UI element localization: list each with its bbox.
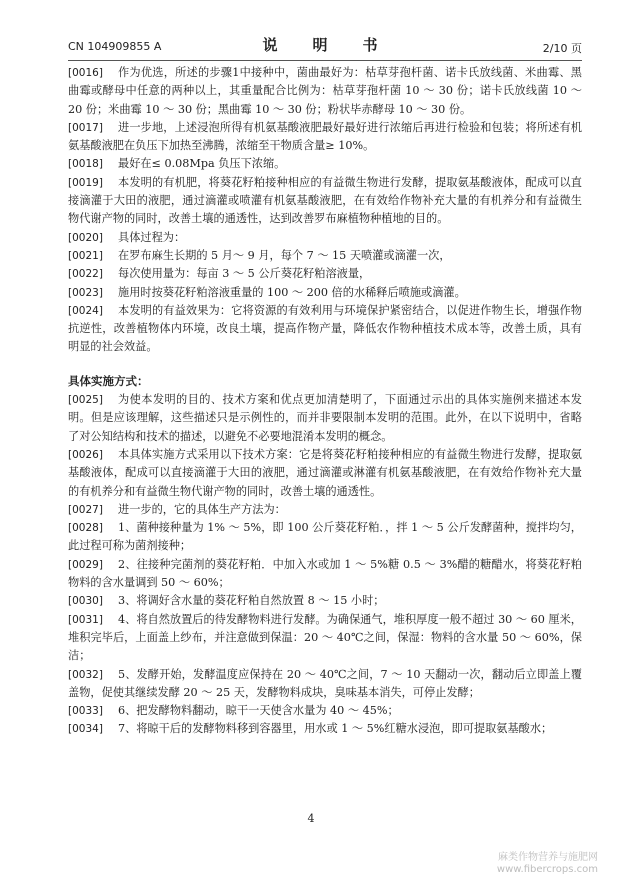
paragraph-number: [0024] <box>68 304 103 317</box>
paragraph-number: [0031] <box>68 613 103 626</box>
paragraph <box>68 391 582 446</box>
paragraph-text: 3、将调好含水量的葵花籽粕自然放置 8 ～ 15 小时； <box>118 594 385 608</box>
paragraph-number: [0020] <box>68 231 103 244</box>
paragraph <box>68 501 582 519</box>
paragraph-text: 本发明的有机肥，将葵花籽粕接种相应的有益微生物进行发酵，提取氨基酸液体，配成可以直接滴灌于大田的液肥，通过滴灌或喷灌有机氨基酸液肥，在有效给作物补充大量的有机养分和有益微生物代谢产物的同时，改善土壤的通透性，达到改善罗布麻植物种植地的目的。 <box>68 175 582 226</box>
paragraph-group-a <box>68 64 582 357</box>
paragraph-number: [0023] <box>68 286 103 299</box>
paragraph-text: 最好在≤ 0.08Mpa 负压下浓缩。 <box>118 157 286 171</box>
paragraph-text: 6、把发酵物料翻动，晾干一天使含水量为 40 ～ 45%； <box>118 704 399 718</box>
paragraph <box>68 592 582 610</box>
paragraph <box>68 229 582 247</box>
paragraph-number: [0027] <box>68 503 103 516</box>
paragraph-text: 5、发酵开始，发酵温度应保持在 20 ～ 40℃之间，7 ～ 10 天翻动一次，翻动后立即盖上覆盖物，促使其继续发酵 20 ～ 25 天，发酵物料成块，臭味基本消失，可停止发酵； <box>68 667 582 699</box>
page-number: 4 <box>307 812 315 825</box>
paragraph-text: 进一步的，它的具体生产方法为： <box>118 502 286 516</box>
paragraph <box>68 720 582 738</box>
paragraph-text: 本发明的有益效果为：它将资源的有效利用与环境保护紧密结合，以促进作物生长，增强作物抗逆性，改善植物体内环境，改良土壤，提高作物产量，降低农作物种植技术成本等，改善土质，具有明显的社会效益。 <box>68 303 582 354</box>
watermark-url: www.fibercrops.com <box>496 864 598 875</box>
paragraph-number: [0016] <box>68 67 103 79</box>
paragraph-text: 具体过程为： <box>118 230 186 244</box>
paragraph-number: [0021] <box>68 249 103 262</box>
paragraph-number: [0033] <box>68 705 103 718</box>
paragraph-text: 施用时按葵花籽粕溶液重量的 100 ～ 200 倍的水稀释后喷施或滴灌。 <box>118 285 466 299</box>
paragraph-text: 为使本发明的目的、技术方案和优点更加清楚明了，下面通过示出的具体实施例来描述本发明。但是应该理解，这些描述只是示例性的，而并非要限制本发明的范围。此外，在以下说明中，省略了对公知结构和技术的描述，以避免不必要地混淆本发明的概念。 <box>68 393 582 443</box>
paragraph-text: 在罗布麻生长期的 5 月～ 9 月，每个 7 ～ 15 天喷灌或滴灌一次， <box>118 248 451 262</box>
paragraph-text: 4、将自然放置后的待发酵物料进行发酵。为确保通气，堆积厚度一般不超过 30 ～ 60 厘米，堆积完毕后，上面盖上纱布，并注意做到保温：20 ～ 40℃之间，保湿：物料的含水量 50 ～ 60%，保洁； <box>68 612 582 663</box>
page-counter: 2/10 页 <box>542 42 582 55</box>
document-body <box>68 64 582 739</box>
header-rule <box>68 60 582 61</box>
section-heading: 具体实施方式： <box>68 373 149 388</box>
page-header <box>68 34 582 58</box>
site-watermark <box>497 852 598 876</box>
paragraph <box>68 702 582 720</box>
paragraph <box>68 247 582 265</box>
paragraph <box>68 174 582 229</box>
paragraph-text: 作为优选，所述的步骤1中接种中，菌曲最好为：枯草芽孢杆菌、诺卡氏放线菌、米曲霉、黑曲霉或酵母中任意的两种以上，其重量配合比例为：枯草芽孢杆菌 10 ～ 30 份；诺卡氏放线菌 10 ～ 20 份；米曲霉 10 ～ 30 份；黑曲霉 10 ～ 30 份；粉状毕赤酵母 10 ～ 30 份。 <box>68 66 582 116</box>
paragraph-text: 1、菌种接种量为 1% ～ 5%，即 100 公斤葵花籽粕．，拌 1 ～ 5 公斤发酵菌种，搅拌均匀，此过程可称为菌剂接种； <box>68 521 582 553</box>
paragraph <box>68 64 582 119</box>
paragraph <box>68 284 582 302</box>
paragraph-number: [0030] <box>68 595 103 608</box>
paragraph <box>68 611 582 666</box>
paragraph <box>68 155 582 173</box>
paragraph <box>68 119 582 156</box>
watermark-title: 麻类作物营养与施肥网 <box>498 852 598 863</box>
publication-number: CN 104909855 A <box>68 40 162 53</box>
paragraph-number: [0018] <box>68 158 103 171</box>
paragraph-text: 本具体实施方式采用以下技术方案：它是将葵花籽粕接种相应的有益微生物进行发酵，提取氨基酸液体，配成可以直接滴灌于大田的液肥，通过滴灌或淋灌有机氨基酸液肥，在有效给作物补充大量的有机养分和有益微生物代谢产物的同时，改善土壤的通透性。 <box>68 447 582 498</box>
paragraph-text: 2、往接种完菌剂的葵花籽粕．中加入水或加 1 ～ 5%糖 0.5 ～ 3%醋的糖醋水，将葵花籽粕物料的含水量调到 50 ～ 60%； <box>68 557 582 590</box>
paragraph-number: [0034] <box>68 723 103 736</box>
paragraph-number: [0025] <box>68 394 103 407</box>
paragraph-number: [0032] <box>68 668 103 681</box>
paragraph <box>68 519 582 556</box>
paragraph-text: 每次使用量为：每亩 3 ～ 5 公斤葵花籽粕溶液量， <box>118 267 371 281</box>
paragraph <box>68 556 582 593</box>
paragraph-number: [0019] <box>68 176 103 189</box>
paragraph <box>68 265 582 283</box>
paragraph <box>68 446 582 501</box>
paragraph-text: 7、将晾干后的发酵物料移到容器里，用水或 1 ～ 5%红糖水浸泡，即可提取氨基酸水； <box>118 722 553 736</box>
paragraph-number: [0017] <box>68 121 103 134</box>
paragraph-text: 进一步地，上述浸泡所得有机氨基酸液肥最好最好进行浓缩后再进行检验和包装；将所述有机氨基酸液肥在负压下加热至沸腾，浓缩至干物质含量≥ 10%。 <box>68 120 582 153</box>
paragraph-number: [0026] <box>68 448 103 461</box>
paragraph-number: [0029] <box>68 558 103 571</box>
paragraph-group-b <box>68 391 582 739</box>
paragraph <box>68 302 582 357</box>
document-title: 说 明 书 <box>262 36 388 54</box>
paragraph <box>68 666 582 703</box>
paragraph-number: [0028] <box>68 522 103 535</box>
paragraph-number: [0022] <box>68 268 103 281</box>
